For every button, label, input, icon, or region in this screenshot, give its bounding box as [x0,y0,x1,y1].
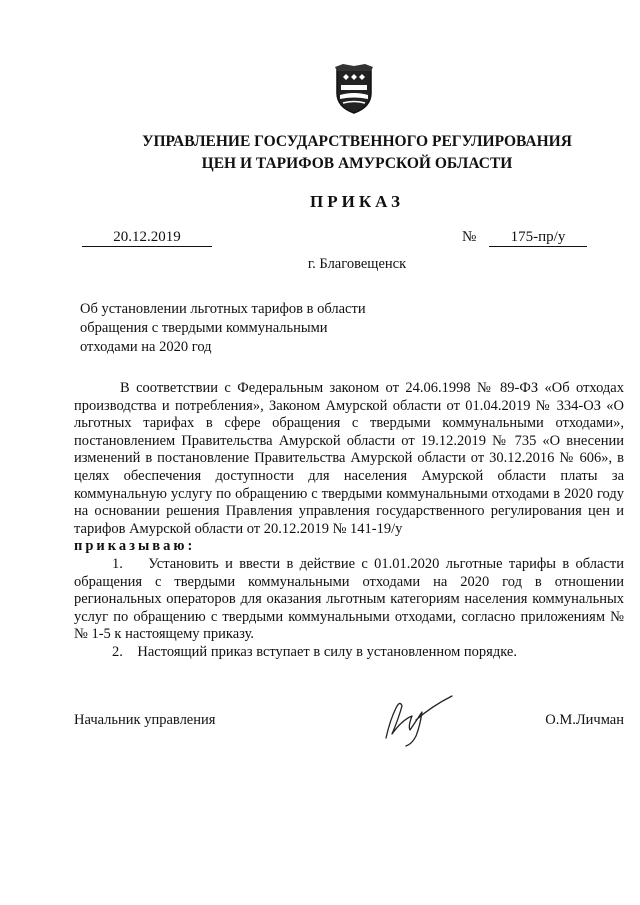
order-item-number: 1. [112,555,123,572]
order-item [74,644,624,662]
signatory-name: О.М.Личман [545,712,624,728]
subject-line: Об установлении льготных тарифов в области [80,301,366,317]
document-title: ПРИКАЗ [310,192,404,211]
handwritten-signature [372,690,462,750]
document-city: г. Благовещенск [307,256,407,272]
subject-line: обращения с твердыми коммунальными [80,320,328,336]
document-subject [80,300,400,357]
organization-name [37,131,640,175]
preamble-paragraph: В соответствии с Федеральным законом от 24.06.1998 № 89-ФЗ «Об отходах производства и потребления», Законом Амурской области от 01.04.2019 № 334-ОЗ «О льготных тарифах в сфере обращения с твердыми коммунальными отходами», постановлением Правительства Амурской области от 19.12.2019 № 735 «О внесении изменений в постановление Правительства Амурской области от 30.12.2016 № 606», в целях обеспечения доступности для населения Амурской области платы за коммунальную услугу по обращению с твердыми коммунальными отходами в 2020 году на основании решения Правления управления государственного регулирования цен и тарифов Амурской области от 20.12.2019 № 141-19/у [74,380,624,537]
signatory-role: Начальник управления [74,712,216,728]
document-number: 175-пр/у [489,228,587,247]
order-word: приказываю: [74,538,196,555]
organization-name-line2: ЦЕН И ТАРИФОВ АМУРСКОЙ ОБЛАСТИ [201,155,513,172]
subject-line: отходами на 2020 год [80,339,212,355]
order-item-number: 2. [112,643,123,660]
order-item-text: Установить и ввести в действие с 01.01.2020 льготные тарифы в области обращения с твердыми коммунальными отходами на 2020 год в отношении региональных операторов для оказания льготным категориям населения коммунальных услуг по обращению с твердыми коммунальными отходами, согласно приложениям №№ 1-5 к настоящему приказу. [74,555,624,643]
amur-region-coat-of-arms-icon [331,63,377,115]
document-date: 20.12.2019 [82,228,212,247]
number-sign: № [462,229,477,245]
order-item [74,556,624,644]
document-body [74,380,624,662]
order-item-text: Настоящий приказ вступает в силу в установленном порядке. [137,643,517,660]
organization-name-line1: УПРАВЛЕНИЕ ГОСУДАРСТВЕННОГО РЕГУЛИРОВАНИЯ [142,133,572,150]
